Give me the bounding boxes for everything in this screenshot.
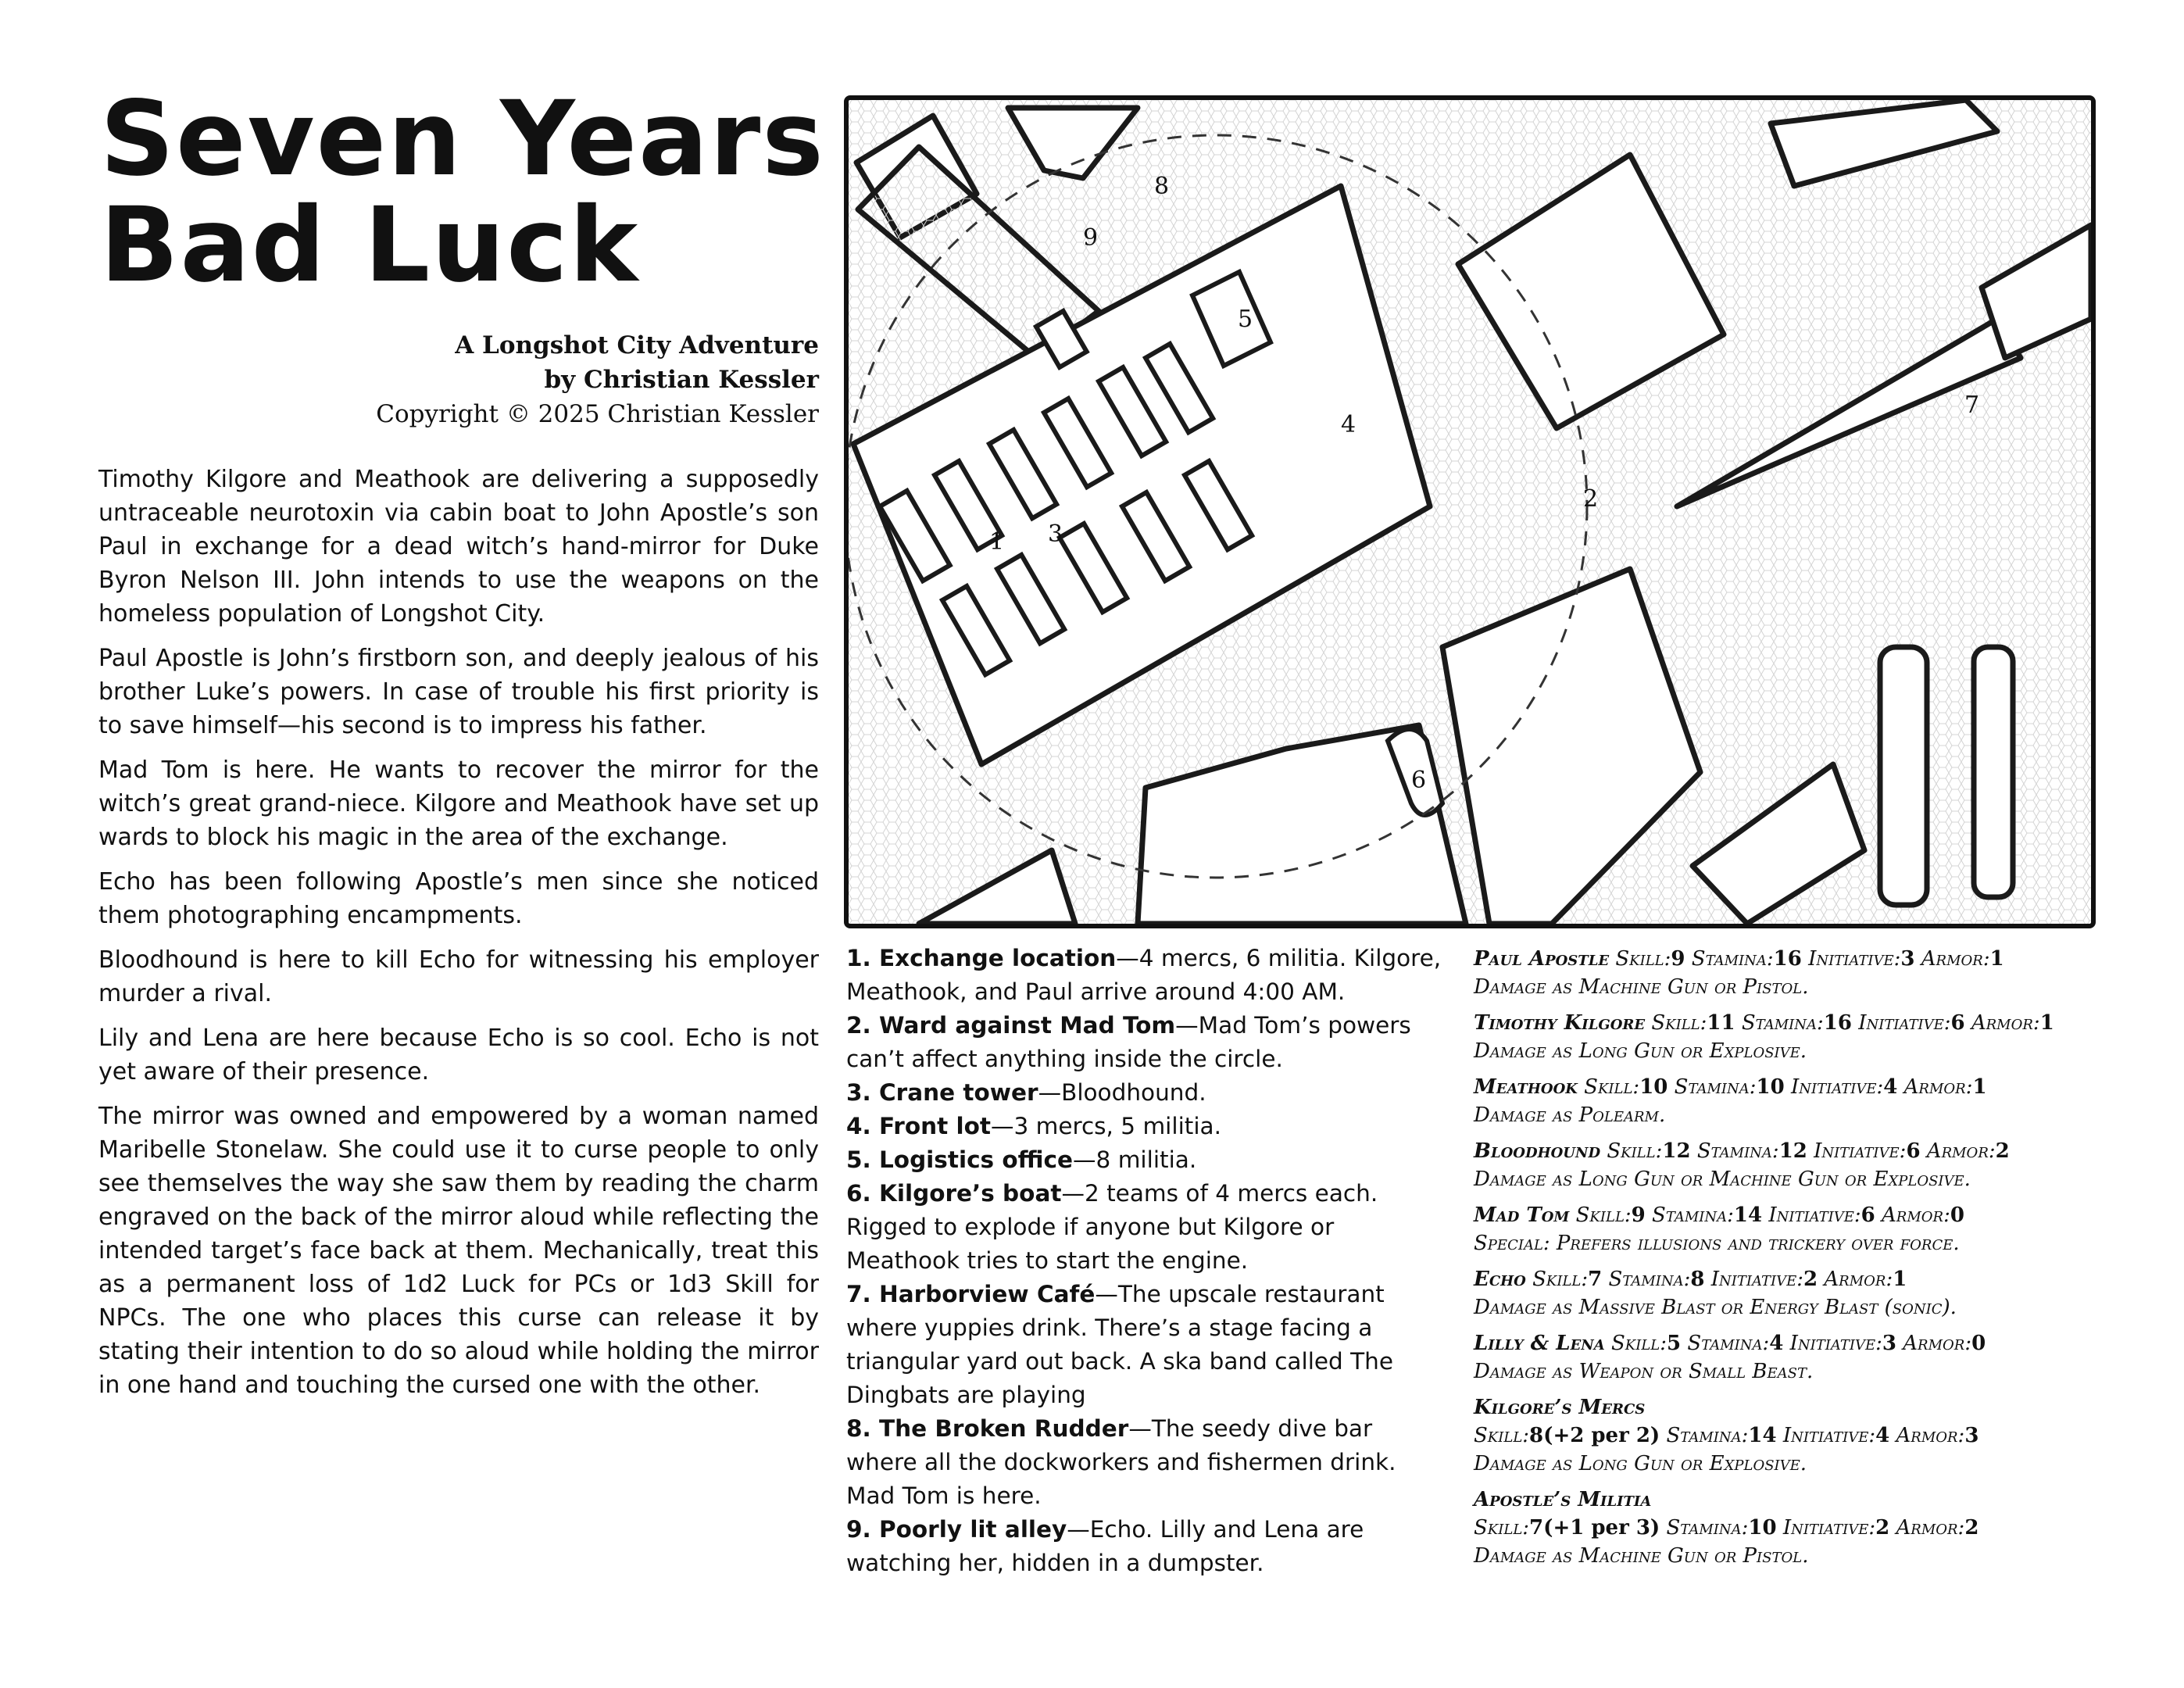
stat-label: Armor: (1882, 1203, 1950, 1227)
key-title: 6. Kilgore’s boat (846, 1180, 1062, 1207)
title-line-2: Bad Luck (100, 185, 640, 306)
key-entry (846, 942, 1448, 1009)
stat-note: Damage as Polearm. (1474, 1103, 1666, 1127)
stat-name: Timothy Kilgore (1474, 1011, 1646, 1035)
stat-label: Armor: (1926, 1139, 1996, 1163)
map-drawing (849, 100, 2091, 924)
stat-value: 2 (1875, 1516, 1890, 1540)
key-text: —Bloodhound. (1038, 1079, 1206, 1106)
key-title: 1. Exchange location (846, 945, 1117, 971)
stat-label: Stamina: (1691, 947, 1774, 971)
key-text: —2 teams of 4 mercs each. Rigged to explode if anyone but Kilgore or Meathook tries to start the engine. (846, 1180, 1378, 1274)
stat-value: 8(+2 per 2) (1529, 1424, 1660, 1447)
stat-value: 6 (1861, 1203, 1875, 1227)
stat-value: 2 (1995, 1139, 2010, 1163)
stat-line (1474, 945, 2099, 973)
page-title (100, 79, 842, 306)
key-text: —Mad Tom’s powers can’t affect anything inside the circle. (846, 1012, 1411, 1072)
stat-value: 16 (1773, 947, 1802, 971)
stat-block (1474, 1073, 2099, 1129)
stat-label: Initiative: (1791, 1075, 1884, 1099)
map-label: 1 (989, 528, 1005, 556)
stat-line (1474, 1201, 2099, 1229)
stat-block (1474, 1009, 2099, 1065)
intro-paragraph: Mad Tom is here. He wants to recover the mirror for the witch’s great grand-niece. Kilgore and Meathook have set up wards to block his magic in the area of the exchange. (98, 756, 819, 851)
stat-block (1474, 1265, 2099, 1321)
key-text: —The upscale restaurant where yuppies drink. There’s a stage facing a triangular yard out back. A ska band called The Dingbats are playing (846, 1281, 1394, 1408)
stat-line (1474, 1137, 2099, 1165)
stat-value: 14 (1733, 1203, 1763, 1227)
stat-note: Damage as Weapon or Small Beast. (1474, 1360, 1814, 1383)
map-label: 2 (1583, 485, 1599, 513)
stat-blocks (1474, 945, 2099, 1578)
stat-value: 10 (1639, 1075, 1668, 1099)
title-line-1: Seven Years (100, 79, 825, 199)
stat-label: Stamina: (1666, 1424, 1749, 1447)
key-title: 4. Front lot (846, 1113, 991, 1139)
stat-line (1474, 1009, 2099, 1037)
stat-note: Damage as Machine Gun or Pistol. (1474, 975, 1809, 999)
stat-block (1474, 1486, 2099, 1570)
stat-value: 10 (1748, 1516, 1777, 1540)
stat-label: Skill: (1474, 1516, 1530, 1540)
stat-line (1474, 1329, 2099, 1357)
stat-block (1474, 1329, 2099, 1386)
stat-value: 16 (1823, 1011, 1852, 1035)
stat-value: 4 (1769, 1332, 1784, 1355)
stat-label: Armor: (1896, 1516, 1965, 1540)
key-text: —The seedy dive bar where all the dockworkers and fishermen drink. Mad Tom is here. (846, 1415, 1396, 1509)
intro-paragraph: Bloodhound is here to kill Echo for witnessing his employer murder a rival. (98, 946, 819, 1007)
key-text: —4 mercs, 6 militia. Kilgore, Meathook, and Paul arrive around 4:00 AM. (846, 945, 1442, 1005)
intro-paragraph: Echo has been following Apostle’s men since she noticed them photographing encampments. (98, 868, 819, 929)
stat-label: Armor: (1824, 1268, 1893, 1291)
stat-value: 4 (1875, 1424, 1890, 1447)
stat-note: Damage as Massive Blast or Energy Blast (sonic). (1474, 1296, 1957, 1319)
stat-label: Stamina: (1696, 1139, 1779, 1163)
stat-name: Mad Tom (1474, 1203, 1570, 1227)
map-label: 9 (1083, 224, 1099, 252)
stat-label: Armor: (1903, 1075, 1973, 1099)
stat-name: Kilgore’s Mercs (1474, 1396, 1646, 1419)
stat-value: 3 (1964, 1424, 1979, 1447)
stat-label: Armor: (1971, 1011, 2040, 1035)
stat-label: Armor: (1896, 1424, 1965, 1447)
pier (1880, 647, 1927, 905)
stat-label: Stamina: (1608, 1268, 1691, 1291)
key-title: 7. Harborview Café (846, 1281, 1096, 1307)
key-entry (846, 1110, 1448, 1143)
stat-label: Skill: (1575, 1203, 1632, 1227)
stat-value: 7 (1588, 1268, 1603, 1291)
subtitle: A Longshot City Adventure (455, 331, 819, 359)
stat-label: Skill: (1474, 1424, 1530, 1447)
stat-value: 0 (1950, 1203, 1964, 1227)
stat-value: 1 (1989, 947, 2004, 971)
stat-label: Armor: (1921, 947, 1990, 971)
stat-note: Special: Prefers illusions and trickery over force. (1474, 1232, 1960, 1255)
stat-block (1474, 1393, 2099, 1478)
stat-label: Stamina: (1674, 1075, 1757, 1099)
key-text: —3 mercs, 5 militia. (990, 1113, 1221, 1139)
stat-value: 6 (1950, 1011, 1965, 1035)
stat-value: 1 (1972, 1075, 1987, 1099)
stat-note: Damage as Machine Gun or Pistol. (1474, 1544, 1809, 1568)
stat-value: 4 (1883, 1075, 1898, 1099)
stat-value: 3 (1882, 1332, 1897, 1355)
key-text: —8 militia. (1073, 1146, 1197, 1173)
stat-name: Bloodhound (1474, 1139, 1601, 1163)
stat-value: 2 (1803, 1268, 1818, 1291)
location-map (844, 95, 2096, 928)
stat-block (1474, 1137, 2099, 1193)
key-title: 5. Logistics office (846, 1146, 1074, 1173)
stat-label: Initiative: (1808, 947, 1901, 971)
stat-name: Paul Apostle (1474, 947, 1610, 971)
key-title: 2. Ward against Mad Tom (846, 1012, 1176, 1039)
stat-label: Stamina: (1687, 1332, 1770, 1355)
stat-value: 7(+1 per 3) (1529, 1516, 1660, 1540)
stat-label: Skill: (1651, 1011, 1707, 1035)
stat-label: Initiative: (1858, 1011, 1951, 1035)
intro-paragraph: Paul Apostle is John’s firstborn son, and deeply jealous of his brother Luke’s powers. In case of trouble his first priority is to save himself—his second is to impress his father. (98, 645, 819, 739)
stat-block (1474, 945, 2099, 1001)
stat-label: Initiative: (1710, 1268, 1804, 1291)
stat-label: Initiative: (1789, 1332, 1882, 1355)
stat-label: Skill: (1610, 1332, 1667, 1355)
stat-label: Initiative: (1814, 1139, 1907, 1163)
stat-name: Lilly & Lena (1474, 1332, 1605, 1355)
stat-value: 10 (1756, 1075, 1785, 1099)
copyright: Copyright © 2025 Christian Kessler (376, 400, 819, 428)
stat-line (1474, 1393, 2099, 1422)
stat-value: 5 (1667, 1332, 1682, 1355)
intro-text (98, 463, 819, 1413)
stat-value: 12 (1778, 1139, 1807, 1163)
pier (1974, 647, 2013, 897)
stat-value: 3 (1900, 947, 1915, 971)
stat-value: 9 (1631, 1203, 1646, 1227)
key-entry (846, 1076, 1448, 1110)
map-label: 3 (1048, 520, 1063, 548)
stat-line (1474, 1514, 2099, 1542)
byline (297, 328, 819, 431)
stat-line (1474, 1265, 2099, 1293)
stat-name: Echo (1474, 1268, 1526, 1291)
stat-label: Stamina: (1666, 1516, 1749, 1540)
stat-label: Skill: (1532, 1268, 1589, 1291)
stat-value: 6 (1906, 1139, 1921, 1163)
stat-value: 2 (1964, 1516, 1979, 1540)
stat-label: Stamina: (1652, 1203, 1734, 1227)
stat-label: Skill: (1584, 1075, 1640, 1099)
stat-block (1474, 1201, 2099, 1257)
map-label: 8 (1154, 173, 1170, 200)
stat-label: Initiative: (1782, 1424, 1876, 1447)
stat-note: Damage as Long Gun or Explosive. (1474, 1452, 1807, 1475)
stat-note: Damage as Long Gun or Explosive. (1474, 1039, 1807, 1063)
key-entry (846, 1143, 1448, 1177)
stat-note: Damage as Long Gun or Machine Gun or Explosive. (1474, 1168, 1971, 1191)
intro-paragraph: Lily and Lena are here because Echo is so cool. Echo is not yet aware of their presence. (98, 1025, 819, 1085)
stat-label: Stamina: (1741, 1011, 1824, 1035)
stat-name: Meathook (1474, 1075, 1578, 1099)
map-label: 6 (1411, 767, 1427, 794)
stat-value: 14 (1748, 1424, 1777, 1447)
key-title: 3. Crane tower (846, 1079, 1038, 1106)
stat-value: 1 (1893, 1268, 1907, 1291)
map-label: 5 (1238, 306, 1253, 333)
key-entry (846, 1513, 1448, 1580)
author: by Christian Kessler (544, 366, 819, 394)
key-title: 8. The Broken Rudder (846, 1415, 1129, 1442)
intro-paragraph: Timothy Kilgore and Meathook are delivering a supposedly untraceable neurotoxin via cabin boat to John Apostle’s son Paul in exchange for a dead witch’s hand-mirror for Duke Byron Nelson III. John intends to use the weapons on the homeless population of Longshot City. (98, 466, 819, 628)
stat-value: 1 (2039, 1011, 2054, 1035)
stat-value: 11 (1707, 1011, 1735, 1035)
key-entry (846, 1009, 1448, 1076)
stat-label: Skill: (1615, 947, 1671, 971)
stat-value: 0 (1971, 1332, 1986, 1355)
key-title: 9. Poorly lit alley (846, 1516, 1067, 1543)
stat-line (1474, 1422, 2099, 1450)
stat-line (1474, 1073, 2099, 1101)
stat-value: 12 (1662, 1139, 1691, 1163)
key-entry (846, 1412, 1448, 1513)
stat-label: Armor: (1903, 1332, 1972, 1355)
stat-value: 8 (1690, 1268, 1705, 1291)
key-entry (846, 1177, 1448, 1278)
key-entry (846, 1278, 1448, 1412)
stat-label: Initiative: (1768, 1203, 1861, 1227)
stat-name: Apostle’s Militia (1474, 1488, 1652, 1511)
map-label: 7 (1964, 392, 1980, 419)
stat-label: Initiative: (1782, 1516, 1876, 1540)
map-label: 4 (1341, 411, 1357, 438)
stat-line (1474, 1486, 2099, 1514)
key-text: —Echo. Lilly and Lena are watching her, hidden in a dumpster. (846, 1516, 1364, 1576)
intro-paragraph: The mirror was owned and empowered by a woman named Maribelle Stonelaw. She could use it to curse people to only see themselves the way she saw them by reading the charm engraved on the back of the mirror aloud while reflecting the intended target’s face back at them. Mechanically, treat this as a permanent loss of 1d2 Luck for PCs or 1d3 Skill for NPCs. The one who places this curse can release it by stating their intention to do so aloud while holding the mirror in one hand and touching the cursed one with the other. (98, 1103, 819, 1399)
map-key (846, 942, 1448, 1580)
stat-label: Skill: (1607, 1139, 1663, 1163)
stat-value: 9 (1671, 947, 1685, 971)
